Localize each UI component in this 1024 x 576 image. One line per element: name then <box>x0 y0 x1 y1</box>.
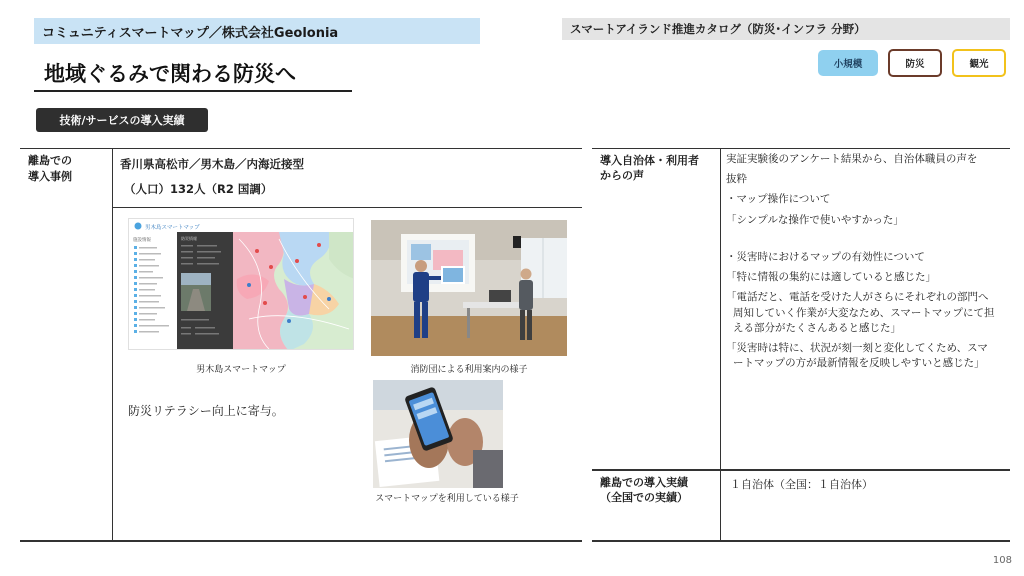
catalog-header: スマートアイランド推進カタログ（防災･インフラ 分野） <box>562 18 1010 40</box>
smart-map-drawing <box>129 219 354 350</box>
title-underline <box>34 90 352 92</box>
voices-label-line: 導入自治体・利用者 <box>600 154 699 167</box>
fire-brigade-photo-drawing <box>371 220 567 356</box>
case-label-line: 離島での <box>28 154 72 167</box>
voice-line: える部分がたくさんあると感じた」 <box>733 321 901 334</box>
right-table-mid-rule <box>592 469 1010 471</box>
company-header: コミュニティスマートマップ／株式会社Geolonia <box>34 18 480 44</box>
page-title: 地域ぐるみで関わる防災へ <box>44 62 296 86</box>
contribution-text: 防災リテラシー向上に寄与。 <box>128 404 284 418</box>
page-number: 108 <box>992 555 1012 566</box>
voice-line: ・マップ操作について <box>726 193 831 206</box>
voices-label <box>600 154 699 184</box>
voice-line: 周知していく作業が大変なため、スマートマップにて担 <box>733 306 995 319</box>
left-table-bottom-rule <box>20 540 582 542</box>
voices-list <box>726 152 1008 371</box>
voice-line: 「電話だと、電話を受けた人がさらにそれぞれの部門へ <box>726 291 989 304</box>
fire-brigade-caption: 消防団による利用案内の様子 <box>410 365 528 375</box>
phone-usage-photo <box>373 380 503 488</box>
record-label <box>600 476 688 506</box>
record-label-line: （全国での実績） <box>600 490 688 504</box>
right-table-top-rule <box>592 148 1010 149</box>
record-value: １自治体（全国：１自治体） <box>730 478 873 491</box>
tag-group <box>818 50 1006 77</box>
right-table-bottom-rule <box>592 540 1010 542</box>
voices-label-line: からの声 <box>600 168 644 182</box>
phone-usage-photo-drawing <box>373 380 503 488</box>
right-table-divider <box>720 148 721 540</box>
case-label-line: 導入事例 <box>28 169 72 183</box>
record-label-line: 離島での導入実績 <box>600 476 688 489</box>
voice-line: 「特に情報の集約には適していると感じた」 <box>726 271 936 284</box>
map-sidebar-header: 施設情報 <box>133 238 151 243</box>
phone-usage-caption: スマートマップを利用している様子 <box>375 494 519 504</box>
left-table-top-rule <box>20 148 582 149</box>
map-caption: 男木島スマートマップ <box>196 365 286 375</box>
section-label: 技術/サービスの導入実績 <box>36 108 208 132</box>
fire-brigade-photo <box>371 220 567 356</box>
left-table-inner-rule <box>112 207 582 208</box>
map-panel-title: 防災情報 <box>181 236 197 241</box>
voice-line: 実証実験後のアンケート結果から、自治体職員の声を <box>726 153 978 165</box>
case-label <box>28 153 72 185</box>
tag-disaster-prevention[interactable]: 防災 <box>888 49 942 77</box>
voice-line: 抜粋 <box>726 173 747 186</box>
voice-line: 「シンプルな操作で使いやすかった」 <box>726 213 904 226</box>
voice-line: 「災害時は特に、状況が刻一刻と変化してくため、スマ <box>726 341 988 354</box>
smart-map-image <box>128 218 354 350</box>
case-population: （人口）132人（R2 国調） <box>124 182 273 196</box>
map-app-title: 男木島スマートマップ <box>145 225 200 231</box>
case-place: 香川県高松市／男木島／内海近接型 <box>120 157 304 171</box>
tag-small-scale[interactable]: 小規模 <box>818 50 878 76</box>
voice-line: ートマップの方が最新情報を反映しやすいと感じた」 <box>733 357 985 370</box>
tag-tourism[interactable]: 観光 <box>952 49 1006 77</box>
voice-line: ・災害時におけるマップの有効性について <box>726 250 925 263</box>
